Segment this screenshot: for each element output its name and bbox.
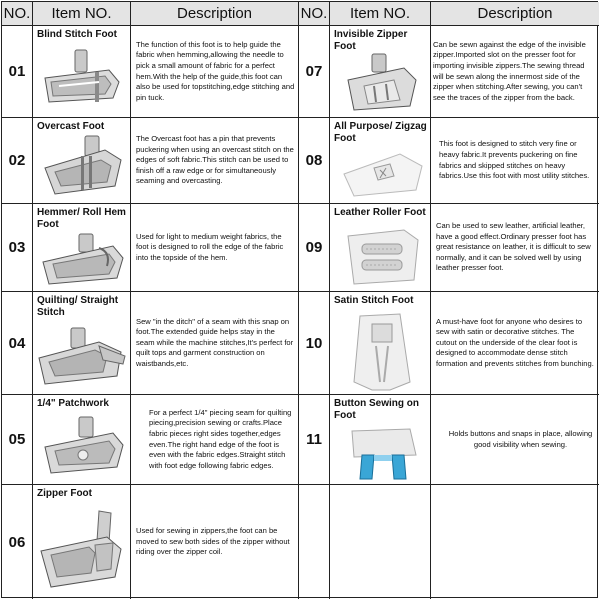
description-text: A must-have foot for anyone who desires to sew with satin or decorative stitches. The cutout on the underside of the clear foot is designed to accommodate dense stitch formation and prevents stitches from bunching. — [436, 316, 594, 368]
description-cell — [431, 204, 599, 292]
description-text: The function of this foot is to help guide the fabric when hemming,allowing the needle to pick a small amount of fabric for a perfect hem.With the help of the guide,this foot can also be used for topstitching,edge stitching and pin tuck. — [136, 39, 295, 102]
row-number: 04 — [2, 292, 33, 395]
description-text: This foot is designed to stitch very fine or heavy fabric.It prevents puckering on fine fabrics and skipped stitches on heavy fabrics.Use this foot with most utility stitches. — [439, 139, 590, 181]
item-cell — [330, 118, 431, 204]
item-cell — [33, 485, 131, 599]
patchwork-foot-image — [39, 415, 127, 477]
item-name: Overcast Foot — [37, 121, 105, 132]
invisible-zipper-foot-image — [344, 52, 420, 114]
header-item-left: Item NO. — [33, 2, 131, 26]
item-cell — [330, 292, 431, 395]
button-sewing-foot-image — [344, 425, 424, 483]
description-text: Used for sewing in zippers,the foot can be moved to sew both sides of the zipper without riding over the zipper coil. — [136, 526, 290, 557]
row-number: 06 — [2, 485, 33, 599]
item-name: Button Sewing on Foot — [334, 398, 419, 421]
header-description-left: Description — [131, 2, 299, 26]
description-cell — [131, 204, 299, 292]
item-name: All Purpose/ Zigzag Foot — [334, 121, 427, 144]
overcast-foot-image — [41, 134, 125, 198]
row-number: 10 — [299, 292, 330, 395]
item-name: 1/4" Patchwork — [37, 398, 109, 409]
item-cell — [33, 395, 131, 485]
item-name: Satin Stitch Foot — [334, 295, 414, 306]
description-text: Used for light to medium weight fabrics, the foot is designed to roll the edge of the fabric into the topside of the hem. — [136, 231, 284, 262]
item-cell — [33, 26, 131, 118]
zigzag-foot-image — [340, 148, 426, 200]
blind-stitch-foot-image — [39, 48, 125, 110]
item-name: Quilting/ Straight Stitch — [37, 295, 119, 318]
row-number: 09 — [299, 204, 330, 292]
satin-stitch-foot-image — [346, 312, 422, 392]
description-text: Can be sewn against the edge of the invisible zipper.Imported slot on the presser foot for importing invisible zippers.The sewing thread will be sewn along the innermost side of the zipper when stitching.After sewing, you can't see the traces of the zipper from the back. — [433, 39, 586, 102]
leather-roller-foot-image — [342, 226, 424, 288]
hemmer-foot-image — [39, 232, 127, 288]
presser-foot-chart — [1, 1, 598, 598]
description-cell — [431, 395, 599, 485]
item-cell — [33, 292, 131, 395]
header-no-right: NO. — [299, 2, 330, 26]
row-number: 05 — [2, 395, 33, 485]
description-cell — [131, 26, 299, 118]
row-number: 01 — [2, 26, 33, 118]
header-no-left: NO. — [2, 2, 33, 26]
item-cell — [33, 118, 131, 204]
item-name: Hemmer/ Roll Hem Foot — [37, 207, 126, 230]
item-name: Blind Stitch Foot — [37, 29, 117, 40]
description-text: For a perfect 1/4" piecing seam for quilting piecing,precision sewing or crafts.Place fabric pieces right sides together,edges even.The right hand edge of the foot is even with the fabric edges.Straight stitch with foot edge following fabric edges. — [149, 407, 292, 470]
description-text: Can be used to sew leather, artificial leather, have a good effect.Ordinary presser foot has great resistance on leather, it is difficult to sew normally, and it can be solved well by using leather presser foot. — [436, 221, 591, 273]
item-cell — [330, 26, 431, 118]
description-cell — [131, 118, 299, 204]
description-text: Sew "in the ditch" of a seam with this snap on foot.The extended guide helps stay in the seam while the machine stitches,It's perfect for quilt tops and garment construction on waistbands,etc. — [136, 316, 294, 368]
zipper-foot-image — [37, 507, 127, 593]
description-cell — [431, 485, 599, 599]
description-cell — [431, 26, 599, 118]
quilting-foot-image — [37, 326, 127, 390]
item-cell — [33, 204, 131, 292]
header-item-right: Item NO. — [330, 2, 431, 26]
description-cell — [131, 395, 299, 485]
item-cell — [330, 485, 431, 599]
description-cell — [431, 292, 599, 395]
row-number: 07 — [299, 26, 330, 118]
description-text: Holds buttons and snaps in place, allowing good visibility when sewing. — [448, 428, 593, 449]
item-name: Invisible Zipper Foot — [334, 29, 408, 52]
row-number: 11 — [299, 395, 330, 485]
description-text: The Overcast foot has a pin that prevents puckering when using an overcast stitch on the edges of soft fabric.This stitch can be used to finish off a raw edge or for simultaneously seaming and overcasting. — [136, 134, 294, 186]
item-name: Leather Roller Foot — [334, 207, 426, 218]
row-number: 08 — [299, 118, 330, 204]
description-cell — [131, 485, 299, 599]
item-cell — [330, 395, 431, 485]
item-cell — [330, 204, 431, 292]
description-cell — [431, 118, 599, 204]
header-description-right: Description — [431, 2, 599, 26]
row-number — [299, 485, 330, 599]
item-name: Zipper Foot — [37, 488, 92, 499]
description-cell — [131, 292, 299, 395]
row-number: 02 — [2, 118, 33, 204]
row-number: 03 — [2, 204, 33, 292]
